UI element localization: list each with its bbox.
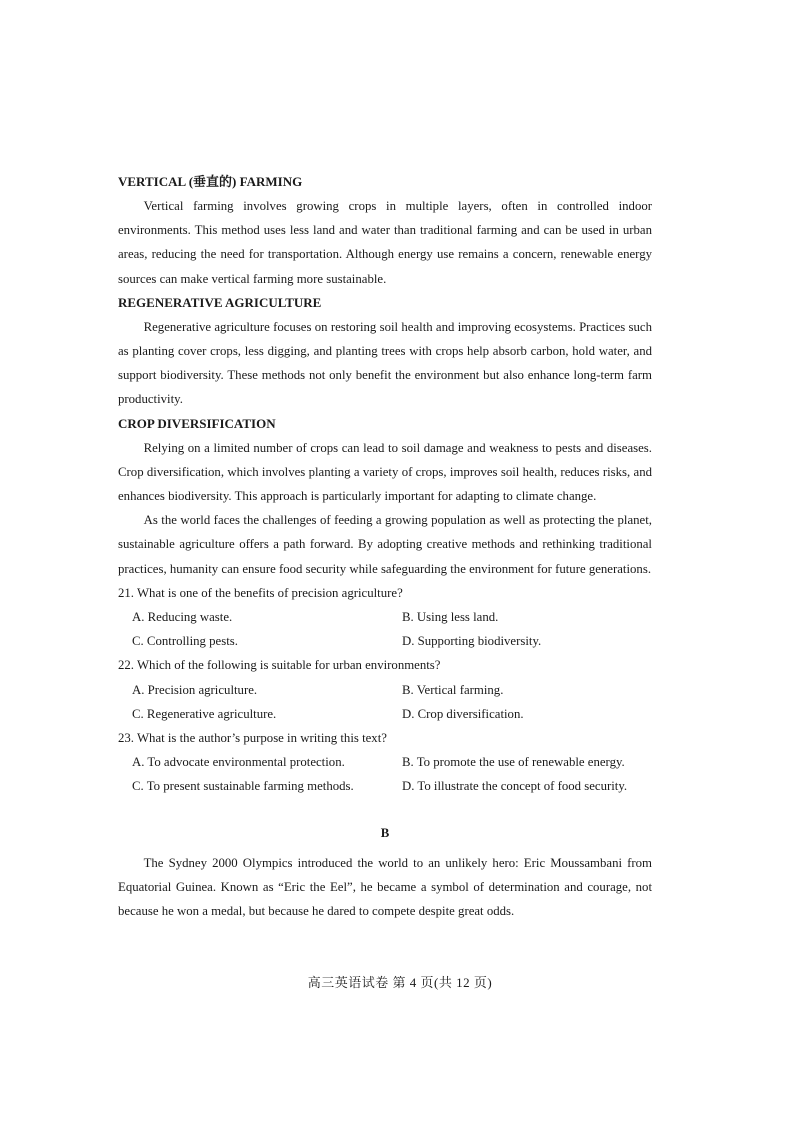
block-crop-diversification	[118, 412, 652, 509]
question-23	[118, 726, 652, 799]
option-a: A. To advocate environmental protection.	[132, 755, 345, 770]
option-a: A. Precision agriculture.	[132, 682, 258, 697]
question-22	[118, 653, 652, 726]
section-b-paragraph: The Sydney 2000 Olympics introduced the world to an unlikely hero: Eric Moussambani from Equatorial Guinea. Known as “Eric the Eel”, he became a symbol of determination and courage, not because he won a medal, but because he dared to compete despite great odds.	[118, 855, 652, 919]
question-stem: 21. What is one of the benefits of precision agriculture?	[118, 585, 403, 600]
option-a: A. Reducing waste.	[132, 610, 233, 625]
question-stem: 23. What is the author’s purpose in writing this text?	[118, 731, 387, 746]
question-stem: 22. Which of the following is suitable for urban environments?	[118, 658, 441, 673]
block-regenerative-agriculture	[118, 291, 652, 412]
section-paragraph: Relying on a limited number of crops can lead to soil damage and weakness to pests and diseases. Crop diversification, which involves planting a variety of crops, improves soil health, reduces risks, and enhances biodiversity. This approach is particularly important for adapting to climate change.	[118, 440, 652, 504]
section-heading: VERTICAL (垂直的) FARMING	[118, 174, 303, 189]
section-paragraph: Vertical farming involves growing crops in multiple layers, often in controlled indoor environments. This method uses less land and water than traditional farming and can be used in urban areas, reducing the need for transportation. Although energy use remains a concern, renewable energy sources can make vertical farming more sustainable.	[118, 199, 652, 286]
option-b: B. To promote the use of renewable energy.	[402, 755, 625, 770]
option-c: C. Controlling pests.	[132, 634, 238, 649]
option-d: D. Crop diversification.	[402, 706, 524, 721]
block-vertical-farming	[118, 170, 652, 291]
question-21	[118, 581, 652, 654]
conclusion-paragraph: As the world faces the challenges of feeding a growing population as well as protecting the planet, sustainable agriculture offers a path forward. By adopting creative methods and rethinking traditional practices, humanity can ensure food security while safeguarding the environment for future generations.	[118, 513, 652, 576]
section-b-label: B	[380, 825, 390, 840]
section-heading: REGENERATIVE AGRICULTURE	[118, 294, 322, 310]
question-options	[118, 678, 652, 726]
option-b: B. Using less land.	[402, 610, 499, 625]
option-d: D. To illustrate the concept of food security.	[402, 779, 628, 794]
option-d: D. Supporting biodiversity.	[402, 634, 542, 649]
option-c: C. Regenerative agriculture.	[132, 706, 277, 721]
section-heading: CROP DIVERSIFICATION	[118, 415, 276, 431]
section-paragraph: Regenerative agriculture focuses on restoring soil health and improving ecosystems. Practices such as planting cover crops, less digging, and planting trees with crops help absorb carbon, hold water, and support biodiversity. These methods not only benefit the environment but also enhance long-term farm productivity.	[118, 319, 652, 407]
option-c: C. To present sustainable farming methods.	[132, 779, 354, 794]
question-options	[118, 750, 652, 798]
question-options	[118, 605, 652, 653]
page-content	[118, 170, 652, 923]
page-footer: 高三英语试卷 第 4 页(共 12 页)	[307, 975, 493, 990]
option-b: B. Vertical farming.	[402, 682, 504, 697]
